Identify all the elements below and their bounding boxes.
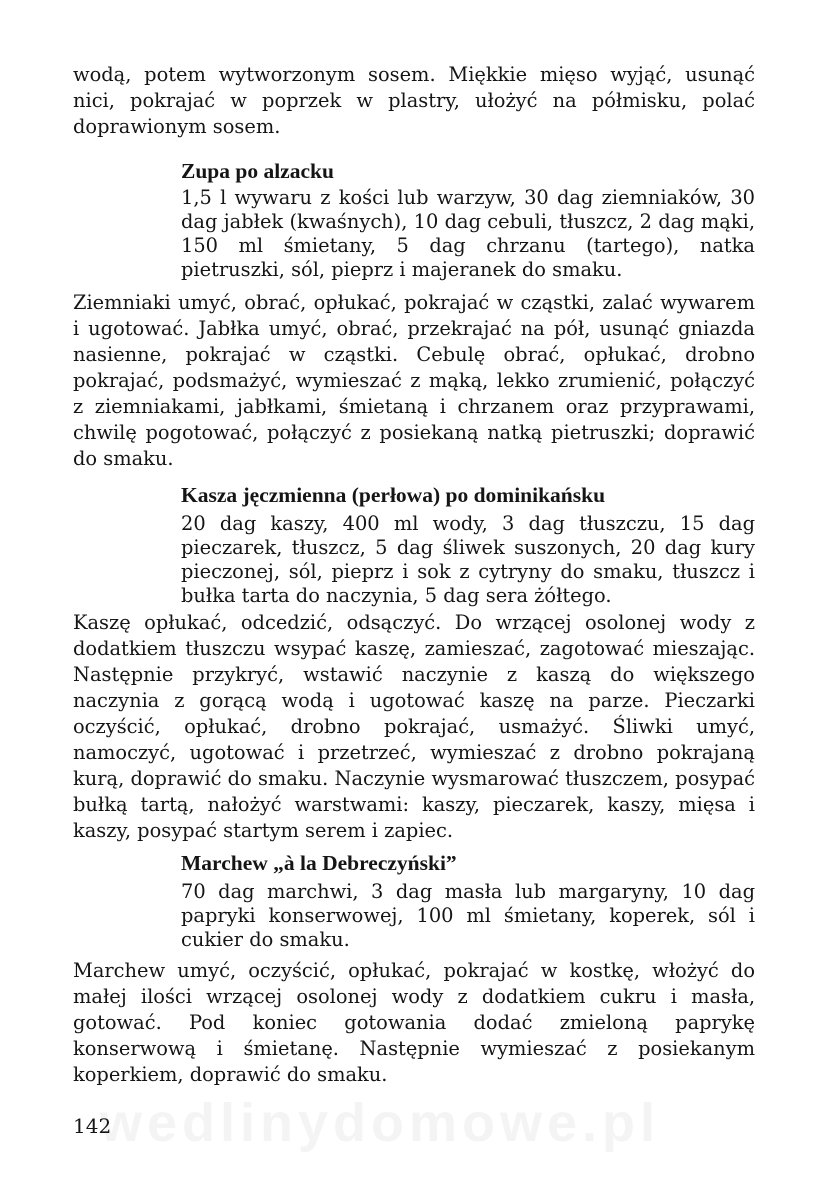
recipe-title-marchew-debreczynski: Marchew „à la Debreczyński” <box>181 851 457 875</box>
recipe-title-kasza-jeczmienna: Kasza jęczmienna (perłowa) po dominikańsku <box>181 483 606 507</box>
instructions-zupa-po-alzacku: Ziemniaki umyć, obrać, opłukać, pokrajać w cząstki, zalać wywarem i ugotować. Jabłka umyć, obrać, przekrajać na pół, usunąć gniazda nasienne, pokrajać w cząstki. Cebulę obrać, opłukać, drobno pokrajać, podsmażyć, wymieszać z mąką, lekko zrumienić, połączyć z ziemniakami, jabłkami, śmietaną i chrzanem oraz przyprawami, chwilę pogotować, połączyć z posiekaną natką pietruszki; doprawić do smaku. <box>73 291 755 470</box>
instructions-kasza-jeczmienna: Kaszę opłukać, odcedzić, odsączyć. Do wrzącej osolonej wody z dodatkiem tłuszczu wsypać kaszę, zamieszać, zagotować mieszając. Następnie przykryć, wstawić naczynie z kaszą do większego naczynia z gorącą wodą i ugotować kaszę na parze. Pieczarki oczyścić, opłukać, drobno pokrajać, usmażyć. Śliwki umyć, namoczyć, ugotować i przetrzeć, wymieszać z drobno pokrajaną kurą, doprawić do smaku. Naczynie wysmarować tłuszczem, posypać bułką tartą, nałożyć warstwami: kaszy, pieczarek, kaszy, mięsa i kaszy, posypać startym serem i zapiec. <box>73 611 755 842</box>
intro-paragraph: wodą, potem wytworzonym sosem. Miękkie mięso wyjąć, usunąć nici, pokrajać w poprzek w plastry, ułożyć na półmisku, polać doprawionym sosem. <box>73 63 755 138</box>
ingredients-marchew-debreczynski: 70 dag marchwi, 3 dag masła lub margaryny, 10 dag papryki konserwowej, 100 ml śmietany, koperek, sól i cukier do smaku. <box>181 880 755 951</box>
instructions-marchew-debreczynski: Marchew umyć, oczyścić, opłukać, pokrajać w kostkę, włożyć do małej ilości wrzącej osolonej wody z dodatkiem cukru i masła, gotować. Pod koniec gotowania dodać zmieloną paprykę konserwową i śmietanę. Następnie wymieszać z posiekanym koperkiem, doprawić do smaku. <box>73 959 755 1086</box>
ingredients-zupa-po-alzacku: 1,5 l wywaru z kości lub warzyw, 30 dag ziemniaków, 30 dag jabłek (kwaśnych), 10 dag cebuli, tłuszcz, 2 dag mąki, 150 ml śmietany, 5 dag chrzanu (tartego), natka pietruszki, sól, pieprz i majeranek do smaku. <box>181 186 755 281</box>
watermark: wedlinydomowe.pl <box>100 1093 661 1153</box>
ingredients-kasza-jeczmienna: 20 dag kaszy, 400 ml wody, 3 dag tłuszczu, 15 dag pieczarek, tłuszcz, 5 dag śliwek suszonych, 20 dag kury pieczonej, sól, pieprz i sok z cytryny do smaku, tłuszcz i bułka tarta do naczynia, 5 dag sera żółtego. <box>181 512 755 607</box>
page-number: 142 <box>73 1114 112 1138</box>
recipe-title-zupa-po-alzacku: Zupa po alzacku <box>181 159 334 183</box>
